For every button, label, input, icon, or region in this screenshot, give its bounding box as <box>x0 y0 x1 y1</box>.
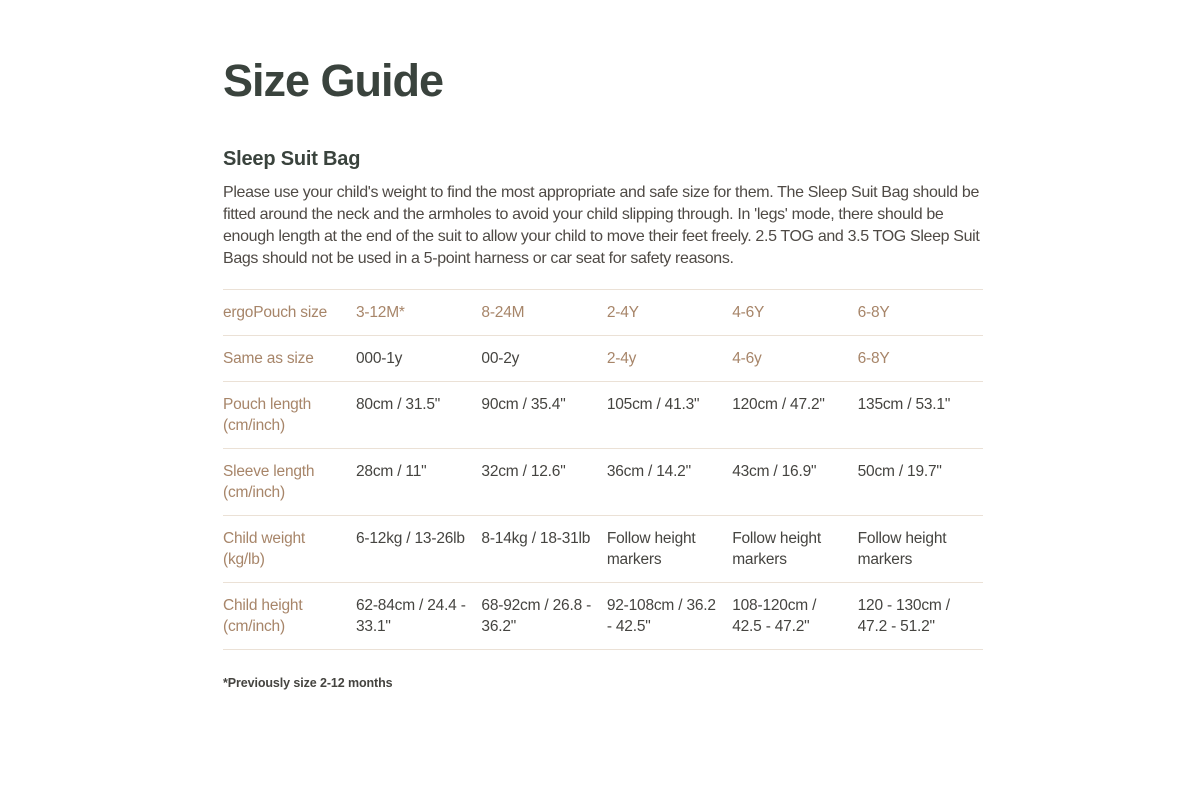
table-cell: 00-2y <box>481 349 520 367</box>
table-cell: Follow height markers <box>606 529 696 568</box>
table-cell: 43cm / 16.9" <box>732 462 817 480</box>
table-cell: 90cm / 35.4" <box>481 395 566 413</box>
table-cell: 8-14kg / 18-31lb <box>481 529 591 547</box>
table-cell: 120 - 130cm / 47.2 - 51.2" <box>857 596 950 635</box>
row-label: Child weight (kg/lb) <box>223 529 306 568</box>
table-cell: 8-24M <box>481 303 525 321</box>
table-row-pouch-length <box>223 381 983 448</box>
description-text: Please use your child's weight to find the most appropriate and safe size for them. The Sleep Suit Bag should be fitted around the neck and the armholes to avoid your child slipping through. In 'legs' mode, there should be enough length at the end of the suit to allow your child to move their feet freely. 2.5 TOG and 3.5 TOG Sleep Suit Bags should not be used in a 5-point harness or car seat for safety reasons. <box>223 183 980 267</box>
size-table <box>223 289 983 650</box>
table-cell: 62-84cm / 24.4 - 33.1" <box>356 596 466 635</box>
table-cell: 80cm / 31.5" <box>356 395 441 413</box>
table-row-ergopouch-size <box>223 289 983 335</box>
table-cell: 4-6Y <box>732 303 765 321</box>
table-cell: 32cm / 12.6" <box>481 462 566 480</box>
table-cell: 120cm / 47.2" <box>732 395 825 413</box>
row-label: Child height (cm/inch) <box>223 596 303 635</box>
row-label: ergoPouch size <box>223 303 328 321</box>
table-cell: 92-108cm / 36.2 - 42.5" <box>606 596 716 635</box>
table-row-same-as-size <box>223 335 983 381</box>
table-cell: 108-120cm / 42.5 - 47.2" <box>732 596 817 635</box>
section-title: Sleep Suit Bag <box>223 147 361 170</box>
table-cell: Follow height markers <box>857 529 947 568</box>
table-cell: 2-4Y <box>606 303 639 321</box>
table-cell: 36cm / 14.2" <box>606 462 691 480</box>
table-cell: 6-8Y <box>857 303 890 321</box>
table-cell: 2-4y <box>606 349 637 367</box>
table-cell: 6-12kg / 13-26lb <box>356 529 465 547</box>
table-row-child-weight <box>223 515 983 582</box>
table-cell: Follow height markers <box>732 529 821 568</box>
table-cell: 000-1y <box>356 349 403 367</box>
row-label: Sleeve length (cm/inch) <box>223 462 315 501</box>
size-guide-page <box>223 0 983 690</box>
table-cell: 68-92cm / 26.8 - 36.2" <box>481 596 592 635</box>
table-cell: 28cm / 11" <box>356 462 427 480</box>
footnote: *Previously size 2-12 months <box>223 675 393 690</box>
table-cell: 6-8Y <box>857 349 890 367</box>
table-cell: 3-12M* <box>356 303 405 321</box>
page-title: Size Guide <box>223 55 444 106</box>
table-cell: 4-6y <box>732 349 762 367</box>
table-cell: 105cm / 41.3" <box>606 395 700 413</box>
table-cell: 50cm / 19.7" <box>857 462 942 480</box>
table-row-child-height <box>223 582 983 650</box>
row-label: Pouch length (cm/inch) <box>223 395 312 434</box>
table-cell: 135cm / 53.1" <box>857 395 951 413</box>
table-row-sleeve-length <box>223 448 983 515</box>
row-label: Same as size <box>223 349 314 367</box>
